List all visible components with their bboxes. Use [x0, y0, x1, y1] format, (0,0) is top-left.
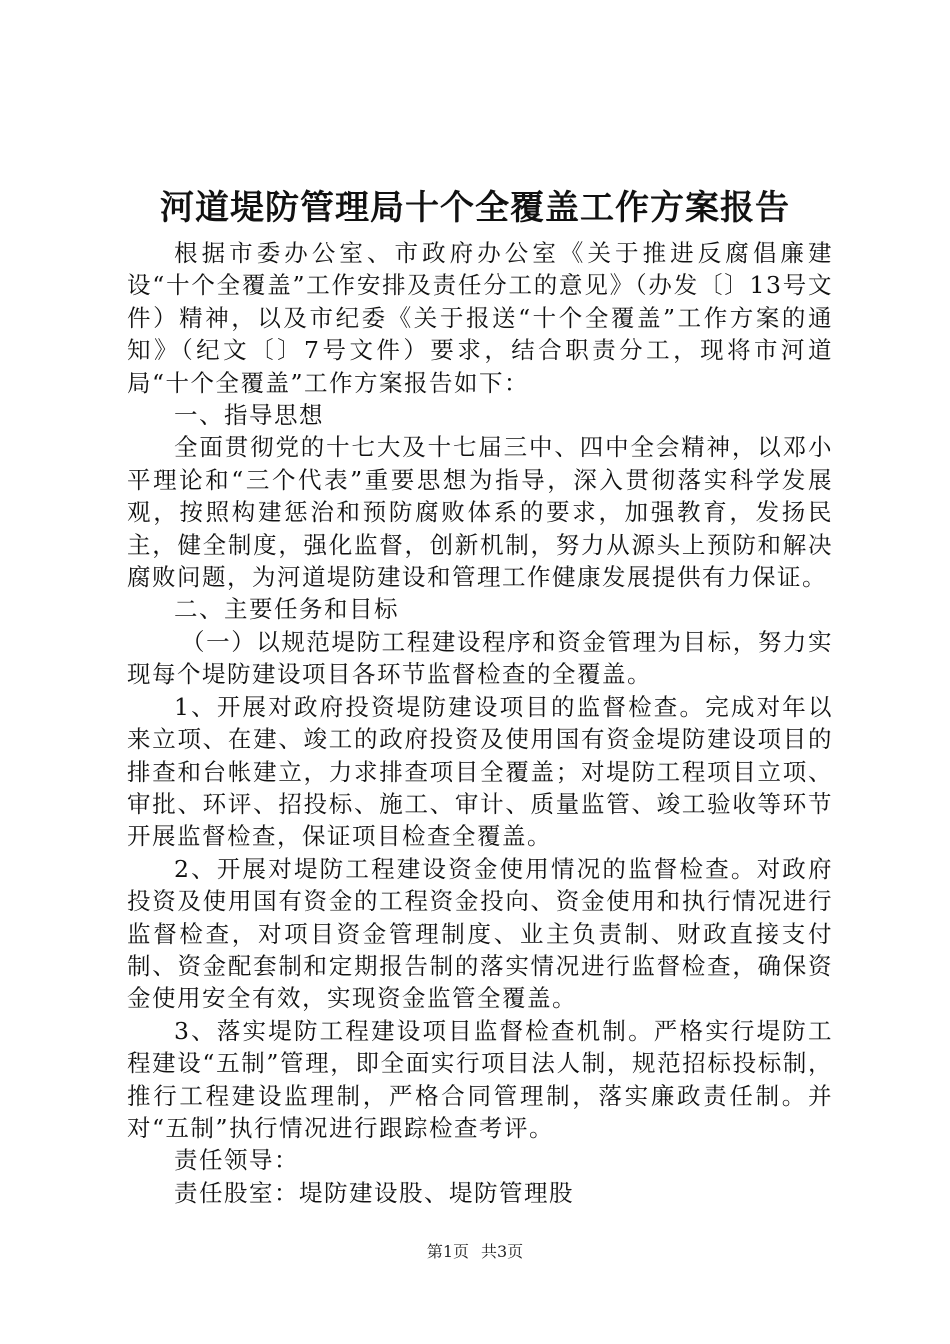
subsection-one-paragraph: （一）以规范堤防工程建设程序和资金管理为目标，努力实现每个堤防建设项目各环节监督检查的全覆盖。 — [127, 627, 833, 689]
guiding-ideology-paragraph: 全面贯彻党的十七大及十七届三中、四中全会精神，以邓小平理论和“三个代表”重要思想为指导，深入贯彻落实科学发展观，按照构建惩治和预防腐败体系的要求，加强教育，发扬民主，健全制度，强化监督，创新机制，努力从源头上预防和解决腐败问题，为河道堤防建设和管理工作健康发展提供有力保证。 — [127, 433, 833, 592]
intro-paragraph: 根据市委办公室、市政府办公室《关于推进反腐倡廉建设“十个全覆盖”工作安排及责任分工的意见》（办发〔〕13号文件）精神，以及市纪委《关于报送“十个全覆盖”工作方案的通知》（纪文〔〕7号文件）要求，结合职责分工，现将市河道局“十个全覆盖”工作方案报告如下： — [127, 239, 833, 397]
task-item-1: 1、开展对政府投资堤防建设项目的监督检查。完成对年以来立项、在建、竣工的政府投资及使用国有资金堤防建设项目的排查和台帐建立，力求排查项目全覆盖；对堤防工程项目立项、审批、环评、招投标、施工、审计、质量监管、竣工验收等环节开展监督检查，保证项目检查全覆盖。 — [127, 692, 833, 851]
responsible-leader: 责任领导： — [174, 1146, 299, 1175]
responsible-department: 责任股室：堤防建设股、堤防管理股 — [174, 1178, 574, 1207]
document-title: 河道堤防管理局十个全覆盖工作方案报告 — [160, 188, 790, 228]
page-total: 共3页 — [481, 1242, 524, 1261]
section-heading-main-tasks: 二、主要任务和目标 — [174, 595, 399, 624]
task-item-2: 2、开展对堤防工程建设资金使用情况的监督检查。对政府投资及使用国有资金的工程资金投向、资金使用和执行情况进行监督检查，对项目资金管理制度、业主负责制、财政直接支付制、资金配套制和定期报告制的落实情况进行监督检查，确保资金使用安全有效，实现资金监管全覆盖。 — [127, 854, 833, 1013]
section-heading-guiding-ideology: 一、指导思想 — [174, 401, 324, 430]
document-body — [127, 237, 833, 1209]
page-footer — [0, 1240, 950, 1264]
task-item-3: 3、落实堤防工程建设项目监督检查机制。严格实行堤防工程建设“五制”管理，即全面实行项目法人制，规范招标投标制，推行工程建设监理制，严格合同管理制，落实廉政责任制。并对“五制”执行情况进行跟踪检查考评。 — [127, 1016, 833, 1142]
page-number: 第1页 — [426, 1242, 469, 1261]
